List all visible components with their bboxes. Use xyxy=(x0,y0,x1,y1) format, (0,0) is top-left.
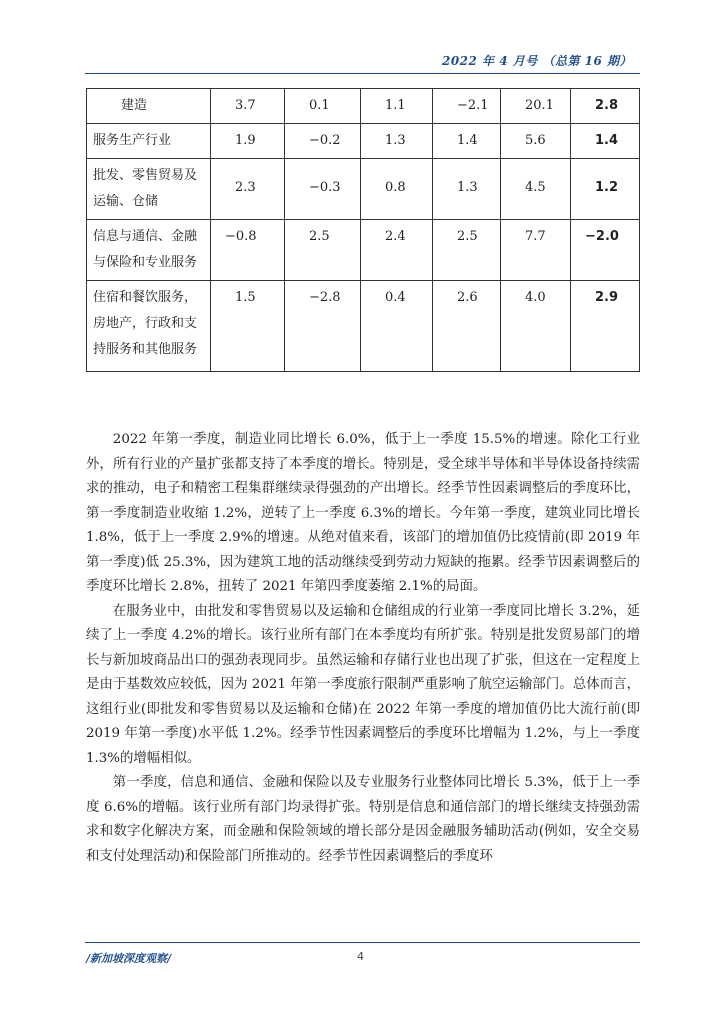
row-label: 建造 xyxy=(87,89,211,124)
table-cell: 7.7 xyxy=(501,220,571,281)
table-cell: 2.3 xyxy=(211,159,285,220)
table-cell: 3.7 xyxy=(211,89,285,124)
row-label: 服务生产行业 xyxy=(87,124,211,159)
paragraph: 在服务业中，由批发和零售贸易以及运输和仓储组成的行业第一季度同比增长 3.2%，延续了上一季度 4.2%的增长。该行业所有部门在本季度均有所扩张。特别是批发贸易部门的增长与新加坡商品出口的强劲表现同步。虽然运输和存储行业也出现了扩张，但这在一定程度上是由于基数效应较低，因为 2021 年第一季度旅行限制严重影响了航空运输部门。总体而言，这组行业(即批发和零售贸易以及运输和仓储)在 2022 年第一季度的增加值仍比大流行前(即 2019 年第一季度)水平低 1.2%。经季节性因素调整后的季度环比增幅为 1.2%，与上一季度 1.3%的增幅相似。 xyxy=(86,603,640,766)
table-cell: 1.1 xyxy=(361,89,433,124)
table-cell-highlight: 2.9 xyxy=(571,281,640,372)
issue-header: 2022 年 4 月号 （总第 16 期） xyxy=(441,54,632,68)
table-cell: 4.5 xyxy=(501,159,571,220)
table-cell: 1.9 xyxy=(211,124,285,159)
table-cell: −0.2 xyxy=(285,124,361,159)
table-cell: 1.5 xyxy=(211,281,285,372)
table-cell-highlight: 1.2 xyxy=(571,159,640,220)
paragraph: 第一季度，信息和通信、金融和保险以及专业服务行业整体同比增长 5.3%，低于上一季度 6.6%的增幅。该行业所有部门均录得扩张。特别是信息和通信部门的增长继续支持强劲需求和数字化解决方案，而金融和保险领域的增长部分是因金融服务辅助活动(例如，安全交易和支付处理活动)和保险部门所推动的。经季节性因素调整后的季度环 xyxy=(86,775,640,864)
publication-name: /新加坡深度观察/ xyxy=(86,952,172,965)
header-rule xyxy=(85,73,640,74)
table-row xyxy=(87,159,640,220)
table-cell: −0.3 xyxy=(285,159,361,220)
table-cell: 5.6 xyxy=(501,124,571,159)
table-cell: −0.8 xyxy=(211,220,285,281)
table-cell: 0.1 xyxy=(285,89,361,124)
table-cell: 20.1 xyxy=(501,89,571,124)
table-cell: −2.8 xyxy=(285,281,361,372)
body-text xyxy=(86,428,640,869)
table-cell: 1.3 xyxy=(433,159,501,220)
table-cell: 4.0 xyxy=(501,281,571,372)
table-cell: 2.5 xyxy=(285,220,361,281)
table-cell: 2.5 xyxy=(433,220,501,281)
table-cell: 1.4 xyxy=(433,124,501,159)
table-cell: 0.4 xyxy=(361,281,433,372)
table-cell-highlight: −2.0 xyxy=(571,220,640,281)
table-cell: −2.1 xyxy=(433,89,501,124)
row-label: 住宿和餐饮服务，房地产，行政和支持服务和其他服务 xyxy=(87,281,211,372)
row-label: 信息与通信、金融与保险和专业服务 xyxy=(87,220,211,281)
table-row xyxy=(87,124,640,159)
table-cell: 2.6 xyxy=(433,281,501,372)
table-row xyxy=(87,89,640,124)
footer-rule xyxy=(85,942,640,943)
table-cell-highlight: 1.4 xyxy=(571,124,640,159)
row-label: 批发、零售贸易及运输、仓储 xyxy=(87,159,211,220)
table-cell: 0.8 xyxy=(361,159,433,220)
table-row xyxy=(87,220,640,281)
table-cell: 2.4 xyxy=(361,220,433,281)
table-row xyxy=(87,281,640,372)
page-number: 4 xyxy=(357,950,364,963)
table-cell-highlight: 2.8 xyxy=(571,89,640,124)
growth-table xyxy=(86,88,640,372)
table-cell: 1.3 xyxy=(361,124,433,159)
paragraph: 2022 年第一季度，制造业同比增长 6.0%，低于上一季度 15.5%的增速。除化工行业外，所有行业的产量扩张都支持了本季度的增长。特别是，受全球半导体和半导体设备持续需求的推动，电子和精密工程集群继续录得强劲的产出增长。经季节性因素调整后的季度环比，第一季度制造业收缩 1.2%，逆转了上一季度 6.3%的增长。今年第一季度，建筑业同比增长 1.8%，低于上一季度 2.9%的增速。从绝对值来看，该部门的增加值仍比疫情前(即 2019 年第一季度)低 25.3%，因为建筑工地的活动继续受到劳动力短缺的拖累。经季节因素调整后的季度环比增长 2.8%，扭转了 2021 年第四季度萎缩 2.1%的局面。 xyxy=(86,432,640,594)
